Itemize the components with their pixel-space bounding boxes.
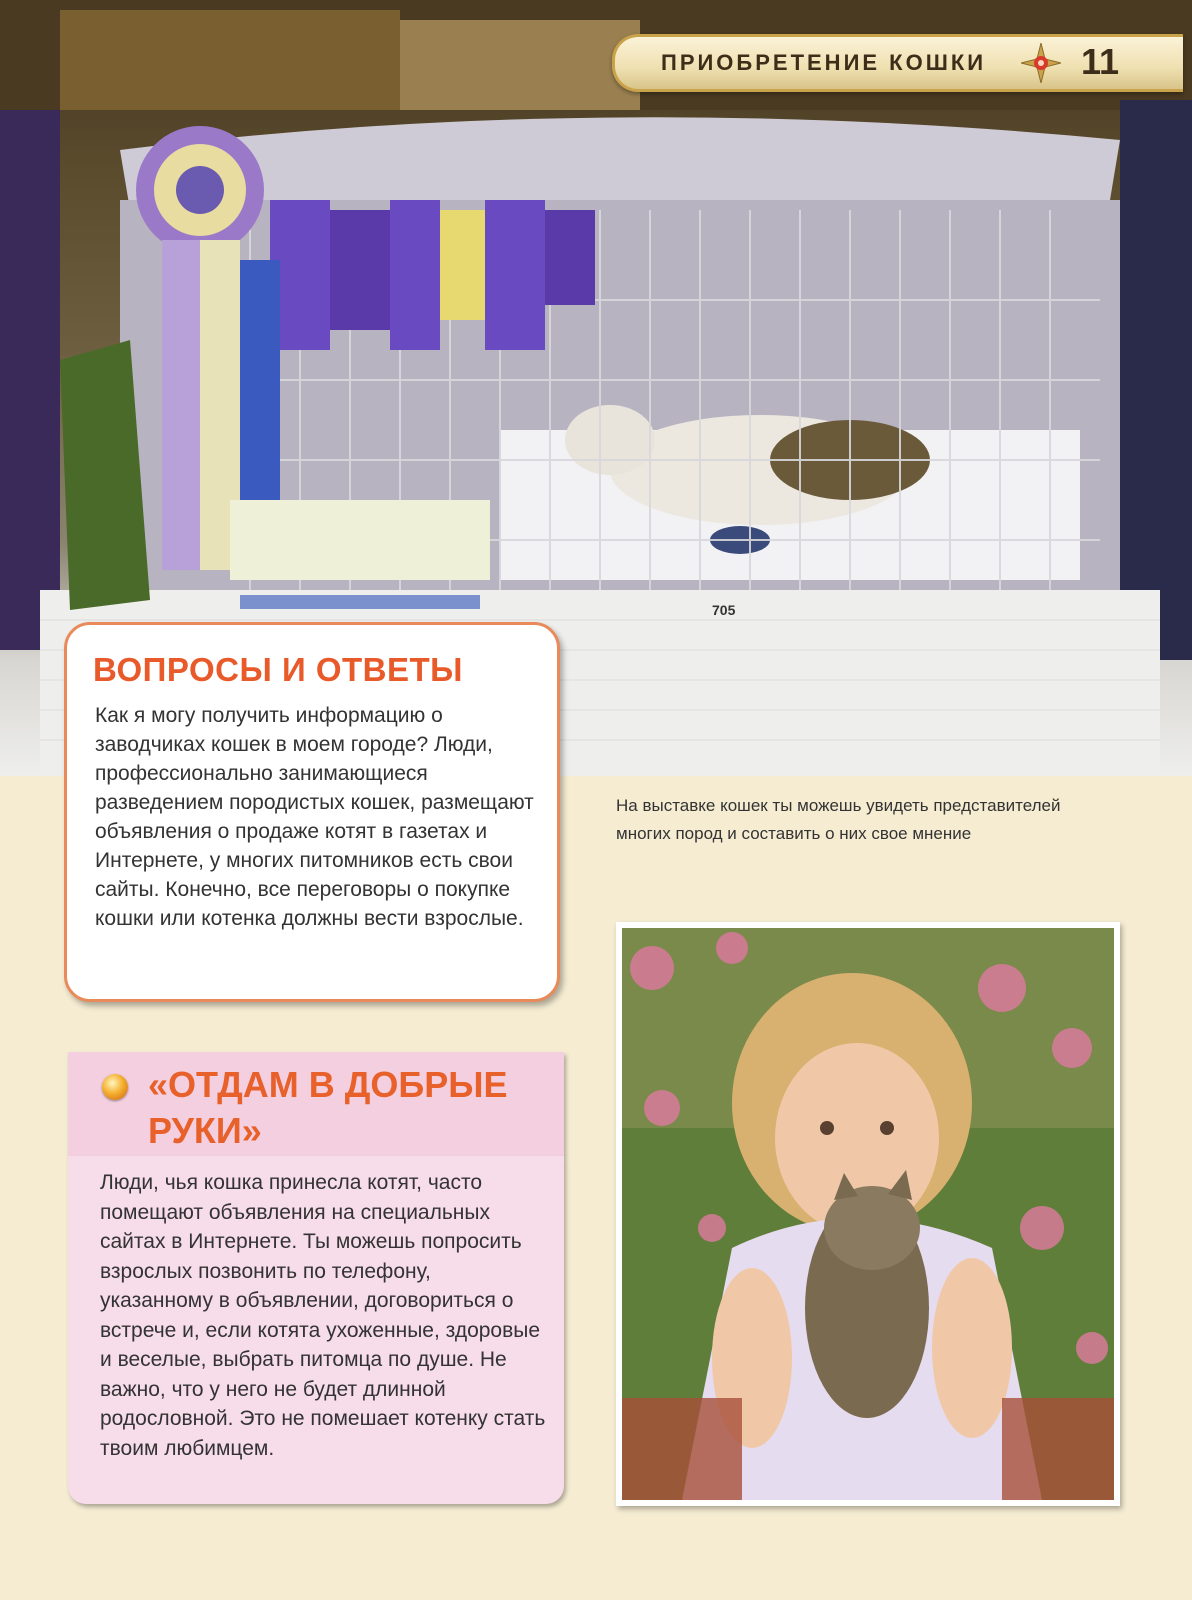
qa-box	[64, 622, 560, 1002]
qa-title: ВОПРОСЫ И ОТВЕТЫ	[93, 651, 463, 688]
section-header-banner	[612, 34, 1183, 92]
give-away-title: «ОТДАМ В ДОБРЫЕ РУКИ»	[148, 1064, 508, 1151]
section-title: ПРИОБРЕТЕНИЕ КОШКИ	[661, 50, 987, 75]
qa-text: Как я могу получить информацию о заводчиках кошек в моем городе? Люди, профессионально занимающиеся разведением породистых кошек, размещают объявления о продаже котят в газетах и Интернете, у многих питомников есть свои сайты. Конечно, все переговоры о покупке кошки или котенка должны вести взрослые.	[95, 704, 534, 930]
give-away-text: Люди, чья кошка принесла котят, часто помещают объявления на специальных сайтах в Интернете. Ты можешь попросить взрослых позвонить по телефону, указанному в объявлении, договориться о встрече и, если котята ухоженные, здоровые и веселые, выбрать питомца по душе. Не важно, что у него не будет длинной родословной. Это не помешает котенку стать твоим любимцем.	[100, 1171, 546, 1460]
page-number: 11	[1081, 41, 1120, 82]
girl-with-kitten-illustration	[622, 928, 1114, 1500]
girl-with-kitten-photo	[616, 922, 1120, 1506]
photo-caption: На выставке кошек ты можешь увидеть представителей многих пород и составить о них свое мнение	[616, 796, 1061, 843]
give-away-body	[68, 1156, 564, 1504]
give-away-header	[68, 1052, 564, 1156]
compass-icon	[1021, 43, 1061, 83]
bullet-icon	[102, 1074, 128, 1100]
cage-number-label: 705	[712, 602, 736, 618]
give-away-box	[68, 1052, 568, 1504]
